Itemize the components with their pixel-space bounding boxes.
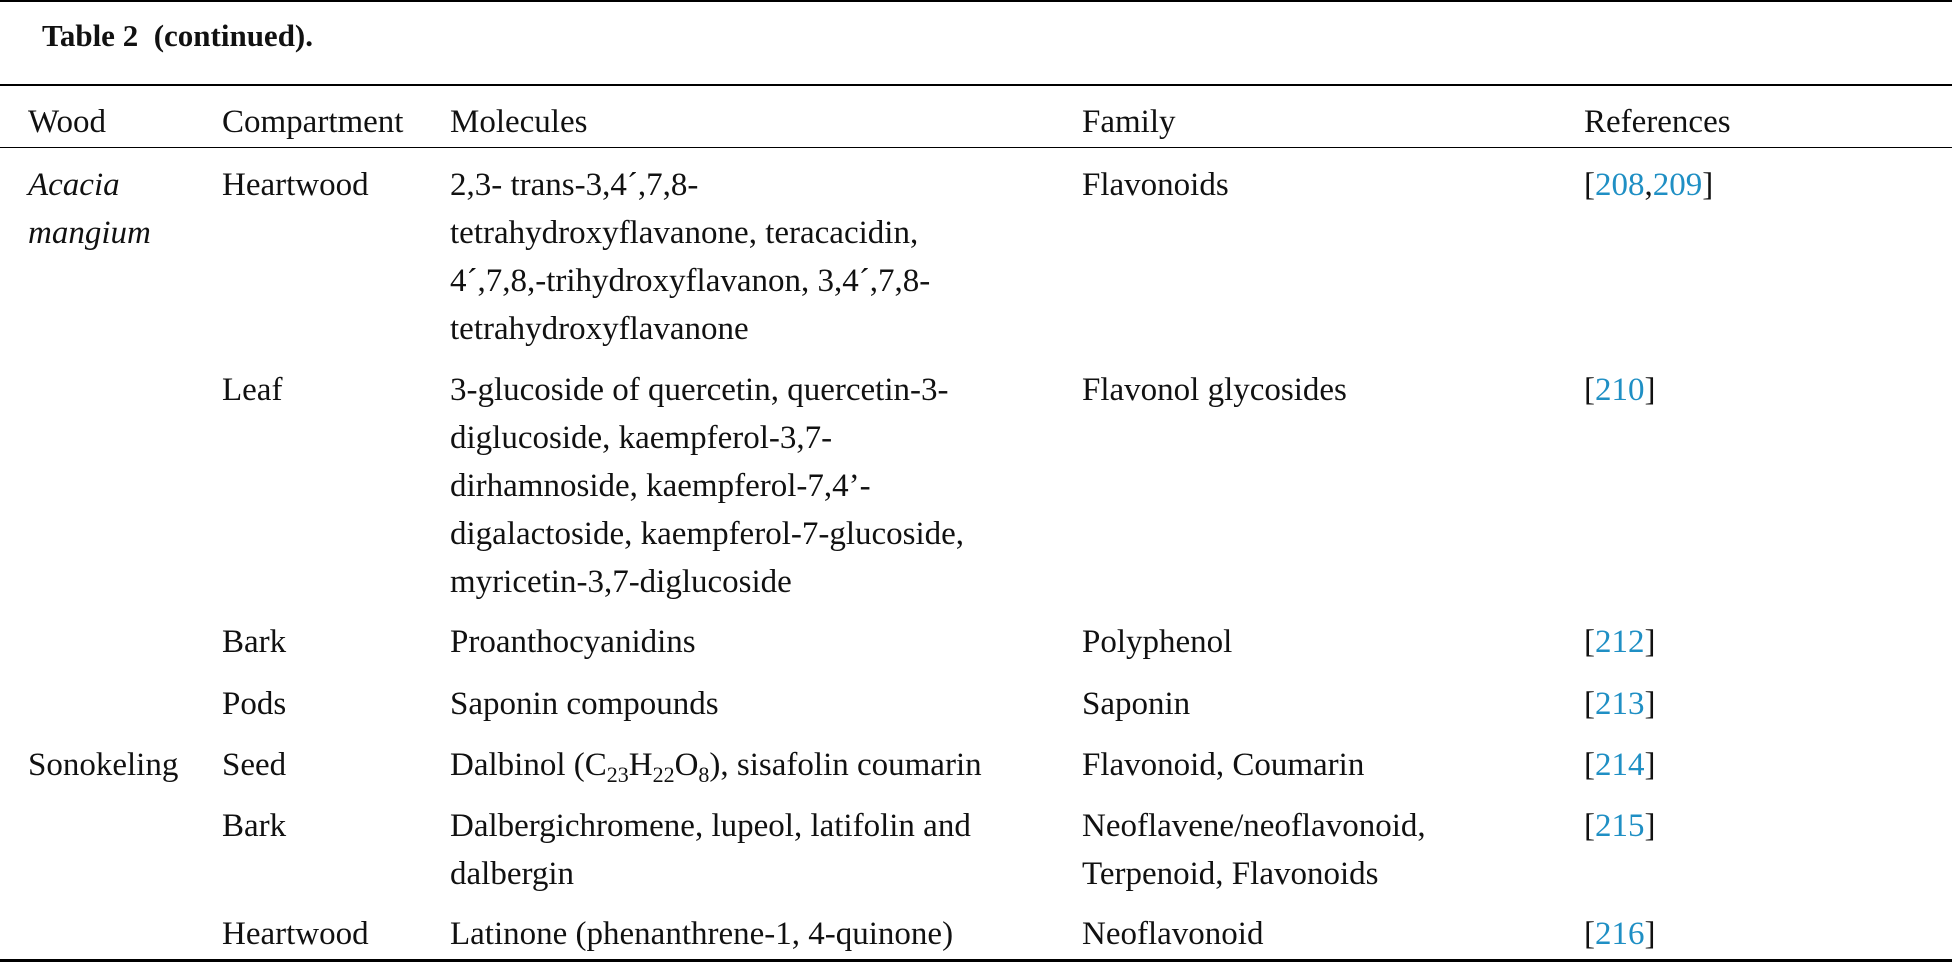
cell-molecules: Dalbergichromene, lupeol, latifolin and dalbergin	[450, 808, 971, 892]
cell-references: [214]	[1584, 747, 1656, 783]
cell-compartment: Pods	[222, 686, 287, 722]
header-compartment: Compartment	[222, 104, 404, 140]
cell-compartment: Seed	[222, 747, 287, 783]
header-molecules: Molecules	[450, 104, 588, 140]
reference-link[interactable]: 213	[1595, 686, 1645, 722]
cell-family: Neoflavonoid	[1082, 916, 1264, 952]
cell-compartment: Bark	[222, 808, 287, 844]
cell-references: [215]	[1584, 808, 1656, 844]
cell-family: Saponin	[1082, 686, 1191, 722]
cell-molecules: Dalbinol $(C_{23}H_{22}O_8)$, sisafolin coumarin	[450, 747, 982, 787]
cell-wood: Sonokeling	[28, 747, 179, 783]
cell-molecules: 2,3- trans-3,4´,7,8- tetrahydroxyflavanone, teracacidin, 4´,7,8,-trihydroxyflavanon, 3,4´,7,8- tetrahydroxyflavanone	[450, 167, 931, 347]
cell-references: [213]	[1584, 686, 1656, 722]
reference-link[interactable]: 216	[1595, 916, 1645, 952]
cell-family: Flavonol glycosides	[1082, 372, 1347, 408]
cell-references: [208,209]	[1584, 167, 1714, 203]
cell-family: Polyphenol	[1082, 624, 1233, 660]
cell-references: [212]	[1584, 624, 1656, 660]
cell-family: Neoflavene/neoflavonoid, Terpenoid, Flavonoids	[1082, 808, 1426, 892]
cell-compartment: Heartwood	[222, 167, 369, 203]
cell-references: [210]	[1584, 372, 1656, 408]
reference-link[interactable]: 210	[1595, 372, 1645, 408]
reference-link[interactable]: 214	[1595, 747, 1645, 783]
cell-molecules: Proanthocyanidins	[450, 624, 696, 660]
header-wood: Wood	[28, 104, 107, 140]
table-caption: Table 2 (continued).	[42, 18, 314, 53]
reference-link[interactable]: 215	[1595, 808, 1645, 844]
cell-references: [216]	[1584, 916, 1656, 952]
table-bottom-rule	[0, 959, 1952, 962]
cell-molecules: 3-glucoside of quercetin, quercetin-3- diglucoside, kaempferol-3,7- dirhamnoside, kaempferol-7,4’- digalactoside, kaempferol-7-glucoside, myricetin-3,7-diglucoside	[450, 372, 965, 600]
header-rule	[0, 147, 1952, 148]
cell-wood: Acacia mangium	[28, 167, 151, 251]
cell-compartment: Leaf	[222, 372, 283, 408]
reference-link[interactable]: 208	[1595, 167, 1645, 203]
header-family: Family	[1082, 104, 1176, 140]
caption-rule	[0, 84, 1952, 86]
cell-molecules: Saponin compounds	[450, 686, 719, 722]
cell-molecules: Latinone (phenanthrene-1, 4-quinone)	[450, 916, 954, 952]
table-top-rule	[0, 0, 1952, 2]
cell-family: Flavonoids	[1082, 167, 1229, 203]
reference-link[interactable]: 212	[1595, 624, 1645, 660]
reference-link[interactable]: 209	[1652, 167, 1703, 203]
cell-compartment: Heartwood	[222, 916, 369, 952]
cell-compartment: Bark	[222, 624, 287, 660]
cell-family: Flavonoid, Coumarin	[1082, 747, 1365, 783]
header-references: References	[1584, 104, 1731, 140]
